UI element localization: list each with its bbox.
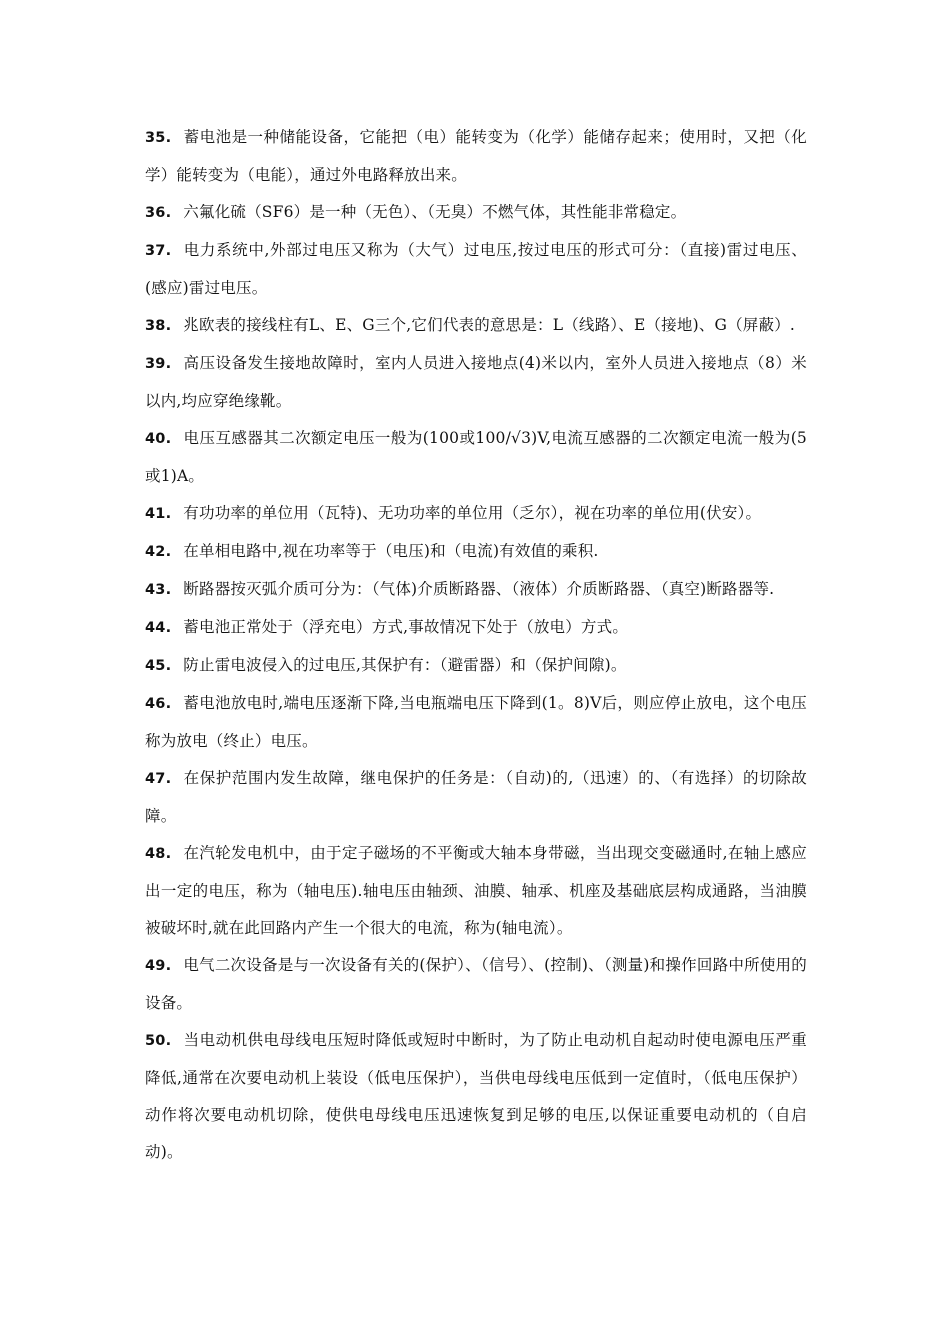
item-text: 防止雷电波侵入的过电压,其保护有：（避雷器）和（保护间隙)。 xyxy=(183,656,627,674)
list-item xyxy=(145,685,807,760)
item-number: 43. xyxy=(145,582,172,598)
item-number: 46. xyxy=(145,696,172,712)
item-number: 41. xyxy=(145,506,172,522)
list-item xyxy=(145,420,807,495)
item-number: 36. xyxy=(145,205,172,221)
item-text: 有功功率的单位用（瓦特)、无功功率的单位用（乏尔），视在功率的单位用(伏安）。 xyxy=(183,504,762,522)
item-text: 电力系统中,外部过电压又称为（大气）过电压,按过电压的形式可分：（直接)雷过电压、(感应)雷过电压。 xyxy=(145,241,807,297)
item-text: 蓄电池正常处于（浮充电）方式,事故情况下处于（放电）方式。 xyxy=(183,618,629,636)
item-text: 断路器按灭弧介质可分为：（气体)介质断路器、（液体）介质断路器、（真空)断路器等. xyxy=(183,580,775,598)
list-item xyxy=(145,197,807,228)
list-item xyxy=(145,345,807,420)
item-number: 37. xyxy=(145,243,172,259)
list-item xyxy=(145,1022,807,1171)
list-item xyxy=(145,533,807,571)
item-text: 在保护范围内发生故障，继电保护的任务是：（自动)的,（迅速）的、（有选择）的切除故障。 xyxy=(145,769,807,825)
list-item xyxy=(145,495,807,533)
item-number: 42. xyxy=(145,544,172,560)
list-item xyxy=(145,609,807,647)
item-text: 高压设备发生接地故障时，室内人员进入接地点(4)米以内，室外人员进入接地点（8）米以内,均应穿绝缘靴。 xyxy=(145,354,807,410)
list-item xyxy=(145,119,807,194)
item-number: 35. xyxy=(145,130,172,146)
item-number: 44. xyxy=(145,620,172,636)
list-item xyxy=(145,571,807,609)
item-number: 50. xyxy=(145,1033,172,1049)
item-number: 38. xyxy=(145,318,172,334)
item-text: 电压互感器其二次额定电压一般为(100或100/√3)V,电流互感器的二次额定电流一般为(5或1)A。 xyxy=(145,429,807,485)
item-text: 六氟化硫（SF6）是一种（无色）、（无臭）不燃气体，其性能非常稳定。 xyxy=(183,203,687,221)
item-text: 蓄电池放电时,端电压逐渐下降,当电瓶端电压下降到(1。8)V后，则应停止放电，这个电压称为放电（终止）电压。 xyxy=(145,694,807,750)
item-number: 39. xyxy=(145,356,172,372)
document-page xyxy=(145,119,807,1171)
item-text: 兆欧表的接线柱有L、E、G三个,它们代表的意思是：L（线路）、E（接地)、G（屏蔽）. xyxy=(183,316,796,334)
list-item xyxy=(145,835,807,947)
item-number: 47. xyxy=(145,771,172,787)
item-number: 45. xyxy=(145,658,172,674)
item-text: 当电动机供电母线电压短时降低或短时中断时，为了防止电动机自起动时使电源电压严重降低,通常在次要电动机上装设（低电压保护），当供电母线电压低到一定值时，（低电压保护）动作将次要电动机切除，使供电母线电压迅速恢复到足够的电压,以保证重要电动机的（自启动)。 xyxy=(145,1031,807,1161)
item-text: 在汽轮发电机中，由于定子磁场的不平衡或大轴本身带磁，当出现交变磁通时,在轴上感应出一定的电压，称为（轴电压).轴电压由轴颈、油膜、轴承、机座及基础底层构成通路，当油膜被破坏时,就在此回路内产生一个很大的电流，称为(轴电流）。 xyxy=(145,844,807,937)
list-item xyxy=(145,647,807,685)
item-number: 40. xyxy=(145,431,172,447)
item-text: 电气二次设备是与一次设备有关的(保护）、（信号）、(控制)、（测量)和操作回路中所使用的设备。 xyxy=(145,956,807,1012)
item-number: 49. xyxy=(145,958,172,974)
item-text: 蓄电池是一种储能设备，它能把（电）能转变为（化学）能储存起来；使用时，又把（化学）能转变为（电能），通过外电路释放出来。 xyxy=(145,128,807,184)
list-item xyxy=(145,947,807,1022)
item-text: 在单相电路中,视在功率等于（电压)和（电流)有效值的乘积. xyxy=(183,542,599,560)
list-item xyxy=(145,760,807,835)
list-item xyxy=(145,307,807,345)
list-item xyxy=(145,232,807,307)
item-number: 48. xyxy=(145,846,172,862)
